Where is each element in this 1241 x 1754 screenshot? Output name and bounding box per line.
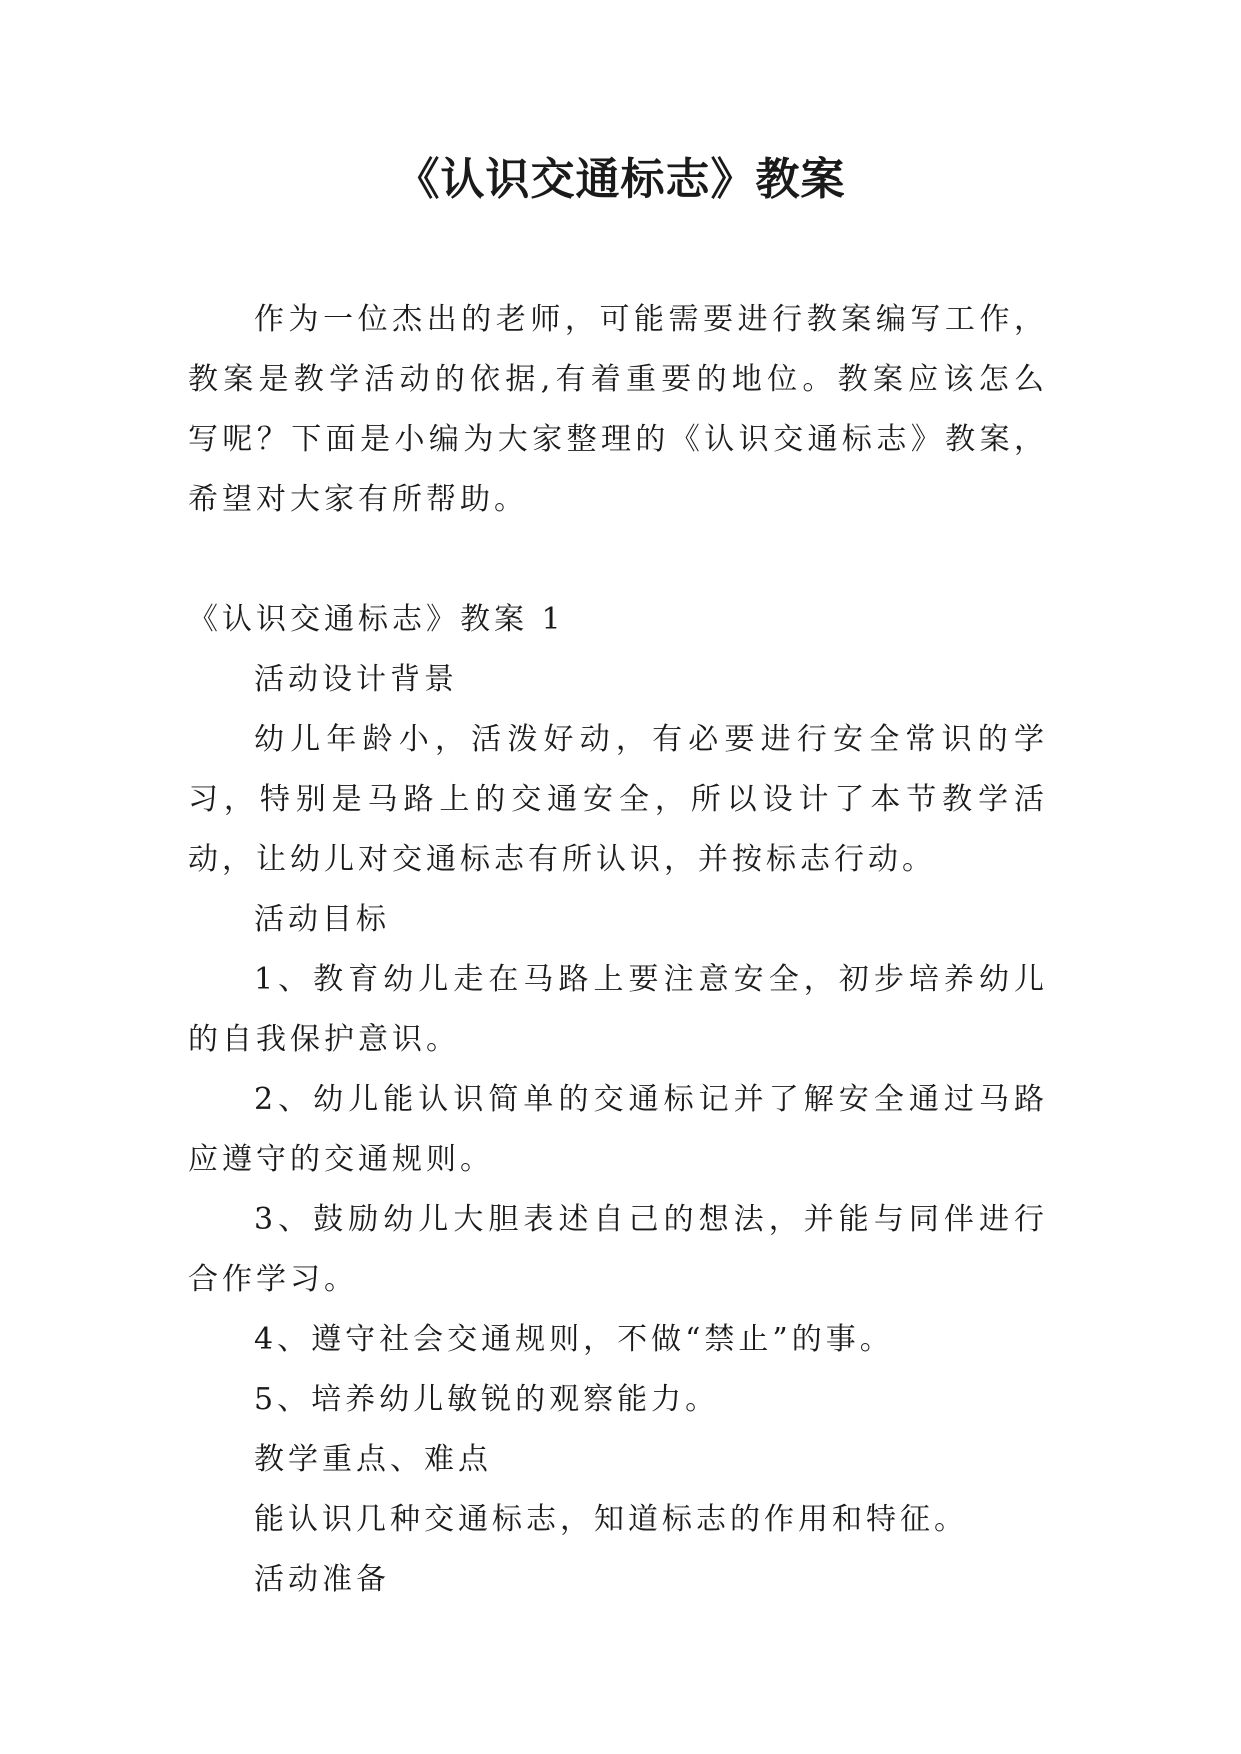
goals-heading: 活动目标 xyxy=(254,902,390,937)
goal-item: 4、遵守社会交通规则，不做“禁止”的事。 xyxy=(254,1322,894,1357)
goal-item: 5、培养幼儿敏锐的观察能力。 xyxy=(254,1382,720,1417)
section-title: 《认识交通标志》教案 1 xyxy=(188,602,565,637)
document-title: 《认识交通标志》教案 xyxy=(395,154,846,205)
goal-item: 3、鼓励幼儿大胆表述自己的想法，并能与同伴进行合作学习。 xyxy=(188,1202,1048,1297)
document-body xyxy=(188,290,1048,1610)
background-heading: 活动设计背景 xyxy=(254,662,458,697)
background-paragraph: 幼儿年龄小，活泼好动，有必要进行安全常识的学习，特别是马路上的交通安全，所以设计了本节教学活动，让幼儿对交通标志有所认识，并按标志行动。 xyxy=(188,722,1048,877)
goal-item: 2、幼儿能认识简单的交通标记并了解安全通过马路应遵守的交通规则。 xyxy=(188,1082,1048,1177)
preparation-heading: 活动准备 xyxy=(254,1562,390,1597)
intro-paragraph: 作为一位杰出的老师，可能需要进行教案编写工作，教案是教学活动的依据,有着重要的地位。教案应该怎么写呢？下面是小编为大家整理的《认识交通标志》教案，希望对大家有所帮助。 xyxy=(188,302,1048,517)
key-points-heading: 教学重点、难点 xyxy=(254,1442,492,1477)
goal-item: 1、教育幼儿走在马路上要注意安全，初步培养幼儿的自我保护意识。 xyxy=(188,962,1048,1057)
key-points-paragraph: 能认识几种交通标志，知道标志的作用和特征。 xyxy=(254,1502,968,1537)
